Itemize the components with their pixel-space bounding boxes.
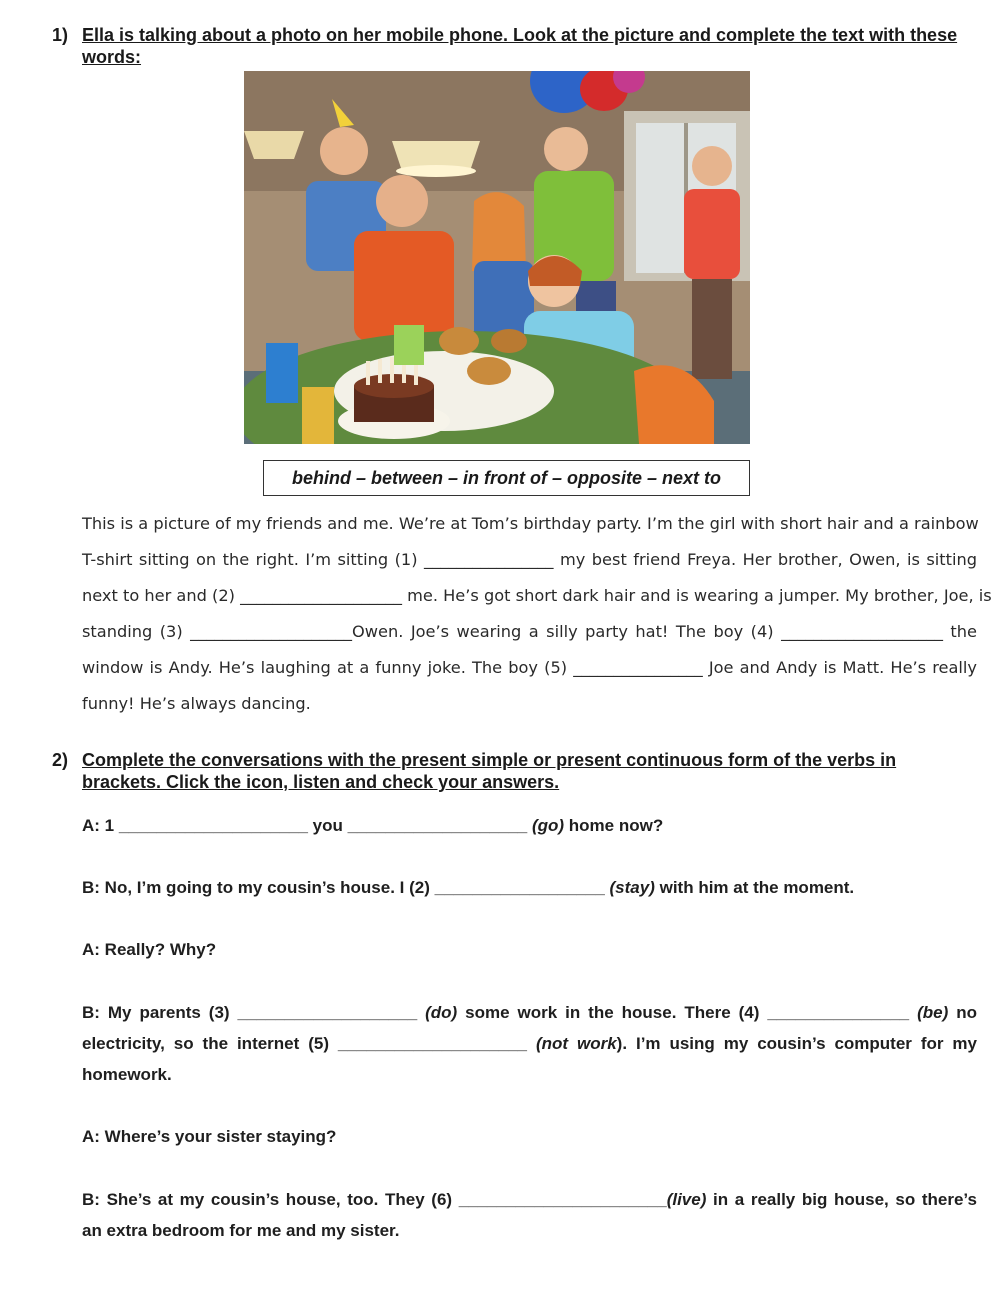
paragraph-line: funny! He’s always dancing.	[82, 694, 311, 713]
paragraph-line: T-shirt sitting on the right. I’m sitting (1) ________________ my best friend Freya. Her brother, Owen, is sitting	[82, 550, 977, 569]
dialogue-text: ). I’m using my cousin’s computer for my	[616, 1034, 977, 1053]
dialogue-text: B: No, I’m going to my cousin’s house. I (2) __________________	[82, 878, 610, 897]
dialogue-line-1	[82, 810, 977, 841]
dialogue-line-5	[82, 1121, 977, 1152]
section-2-heading	[52, 749, 977, 793]
dialogue-text: some work in the house. There (4) _______________	[457, 1003, 918, 1022]
verb-hint: (do)	[425, 1003, 458, 1022]
verb-hint: (live)	[666, 1190, 707, 1209]
dialogue-text: an extra bedroom for me and my sister.	[82, 1221, 400, 1240]
section-2-number: 2)	[52, 750, 69, 770]
dialogue-line-4	[82, 997, 977, 1090]
dialogue-line-3	[82, 934, 977, 965]
dialogue-text: B: She’s at my cousin’s house, too. They (6) ______________________	[82, 1190, 667, 1209]
verb-hint: (go)	[531, 816, 565, 835]
dialogue-text: electricity, so the internet (5) ____________________	[82, 1034, 536, 1053]
paragraph-line: This is a picture of my friends and me. We’re at Tom’s birthday party. I’m the girl with short hair and a rainbow	[82, 514, 979, 533]
dialogue-text: B: My parents (3) ___________________	[82, 1003, 426, 1022]
dialogue-text: A: Where’s your sister staying?	[82, 1127, 337, 1146]
verb-hint: (not work	[535, 1034, 617, 1053]
dialogue-text: homework.	[82, 1065, 172, 1084]
section-1-heading	[52, 24, 977, 68]
dialogue-line-6	[82, 1184, 977, 1246]
party-illustration	[244, 71, 750, 444]
dialogue-text: A: Really? Why?	[82, 940, 217, 959]
paragraph-line: standing (3) ____________________Owen. Joe’s wearing a silly party hat! The boy (4) ____________________ the	[82, 622, 977, 641]
party-scene-image	[244, 71, 750, 444]
paragraph-line: next to her and (2) ____________________ me. He’s got short dark hair and is wearing a jumper. My brother, Joe, is	[82, 586, 992, 605]
word-box: behind – between – in front of – opposite – next to	[263, 460, 750, 496]
dialogue-line-2	[82, 872, 977, 903]
dialogue-text: home now?	[564, 816, 664, 835]
verb-hint: (stay)	[609, 878, 655, 897]
gap-fill-paragraph	[82, 506, 992, 722]
dialogue-text: no	[948, 1003, 977, 1022]
dialogue-text: in a really big house, so there’s	[706, 1190, 977, 1209]
section-1-number: 1)	[52, 25, 69, 45]
paragraph-line: window is Andy. He’s laughing at a funny joke. The boy (5) ________________ Joe and Andy is Matt. He’s really	[82, 658, 977, 677]
dialogue-text: A: 1 ____________________ you ___________________	[82, 816, 532, 835]
section-1-instruction: Ella is talking about a photo on her mobile phone. Look at the picture and complete the text with these words:	[82, 25, 958, 67]
dialogue-text: with him at the moment.	[654, 878, 855, 897]
verb-hint: (be)	[917, 1003, 949, 1022]
section-2-instruction: Complete the conversations with the present simple or present continuous form of the verbs in brackets. Click the icon, listen and check your answers.	[82, 750, 897, 792]
